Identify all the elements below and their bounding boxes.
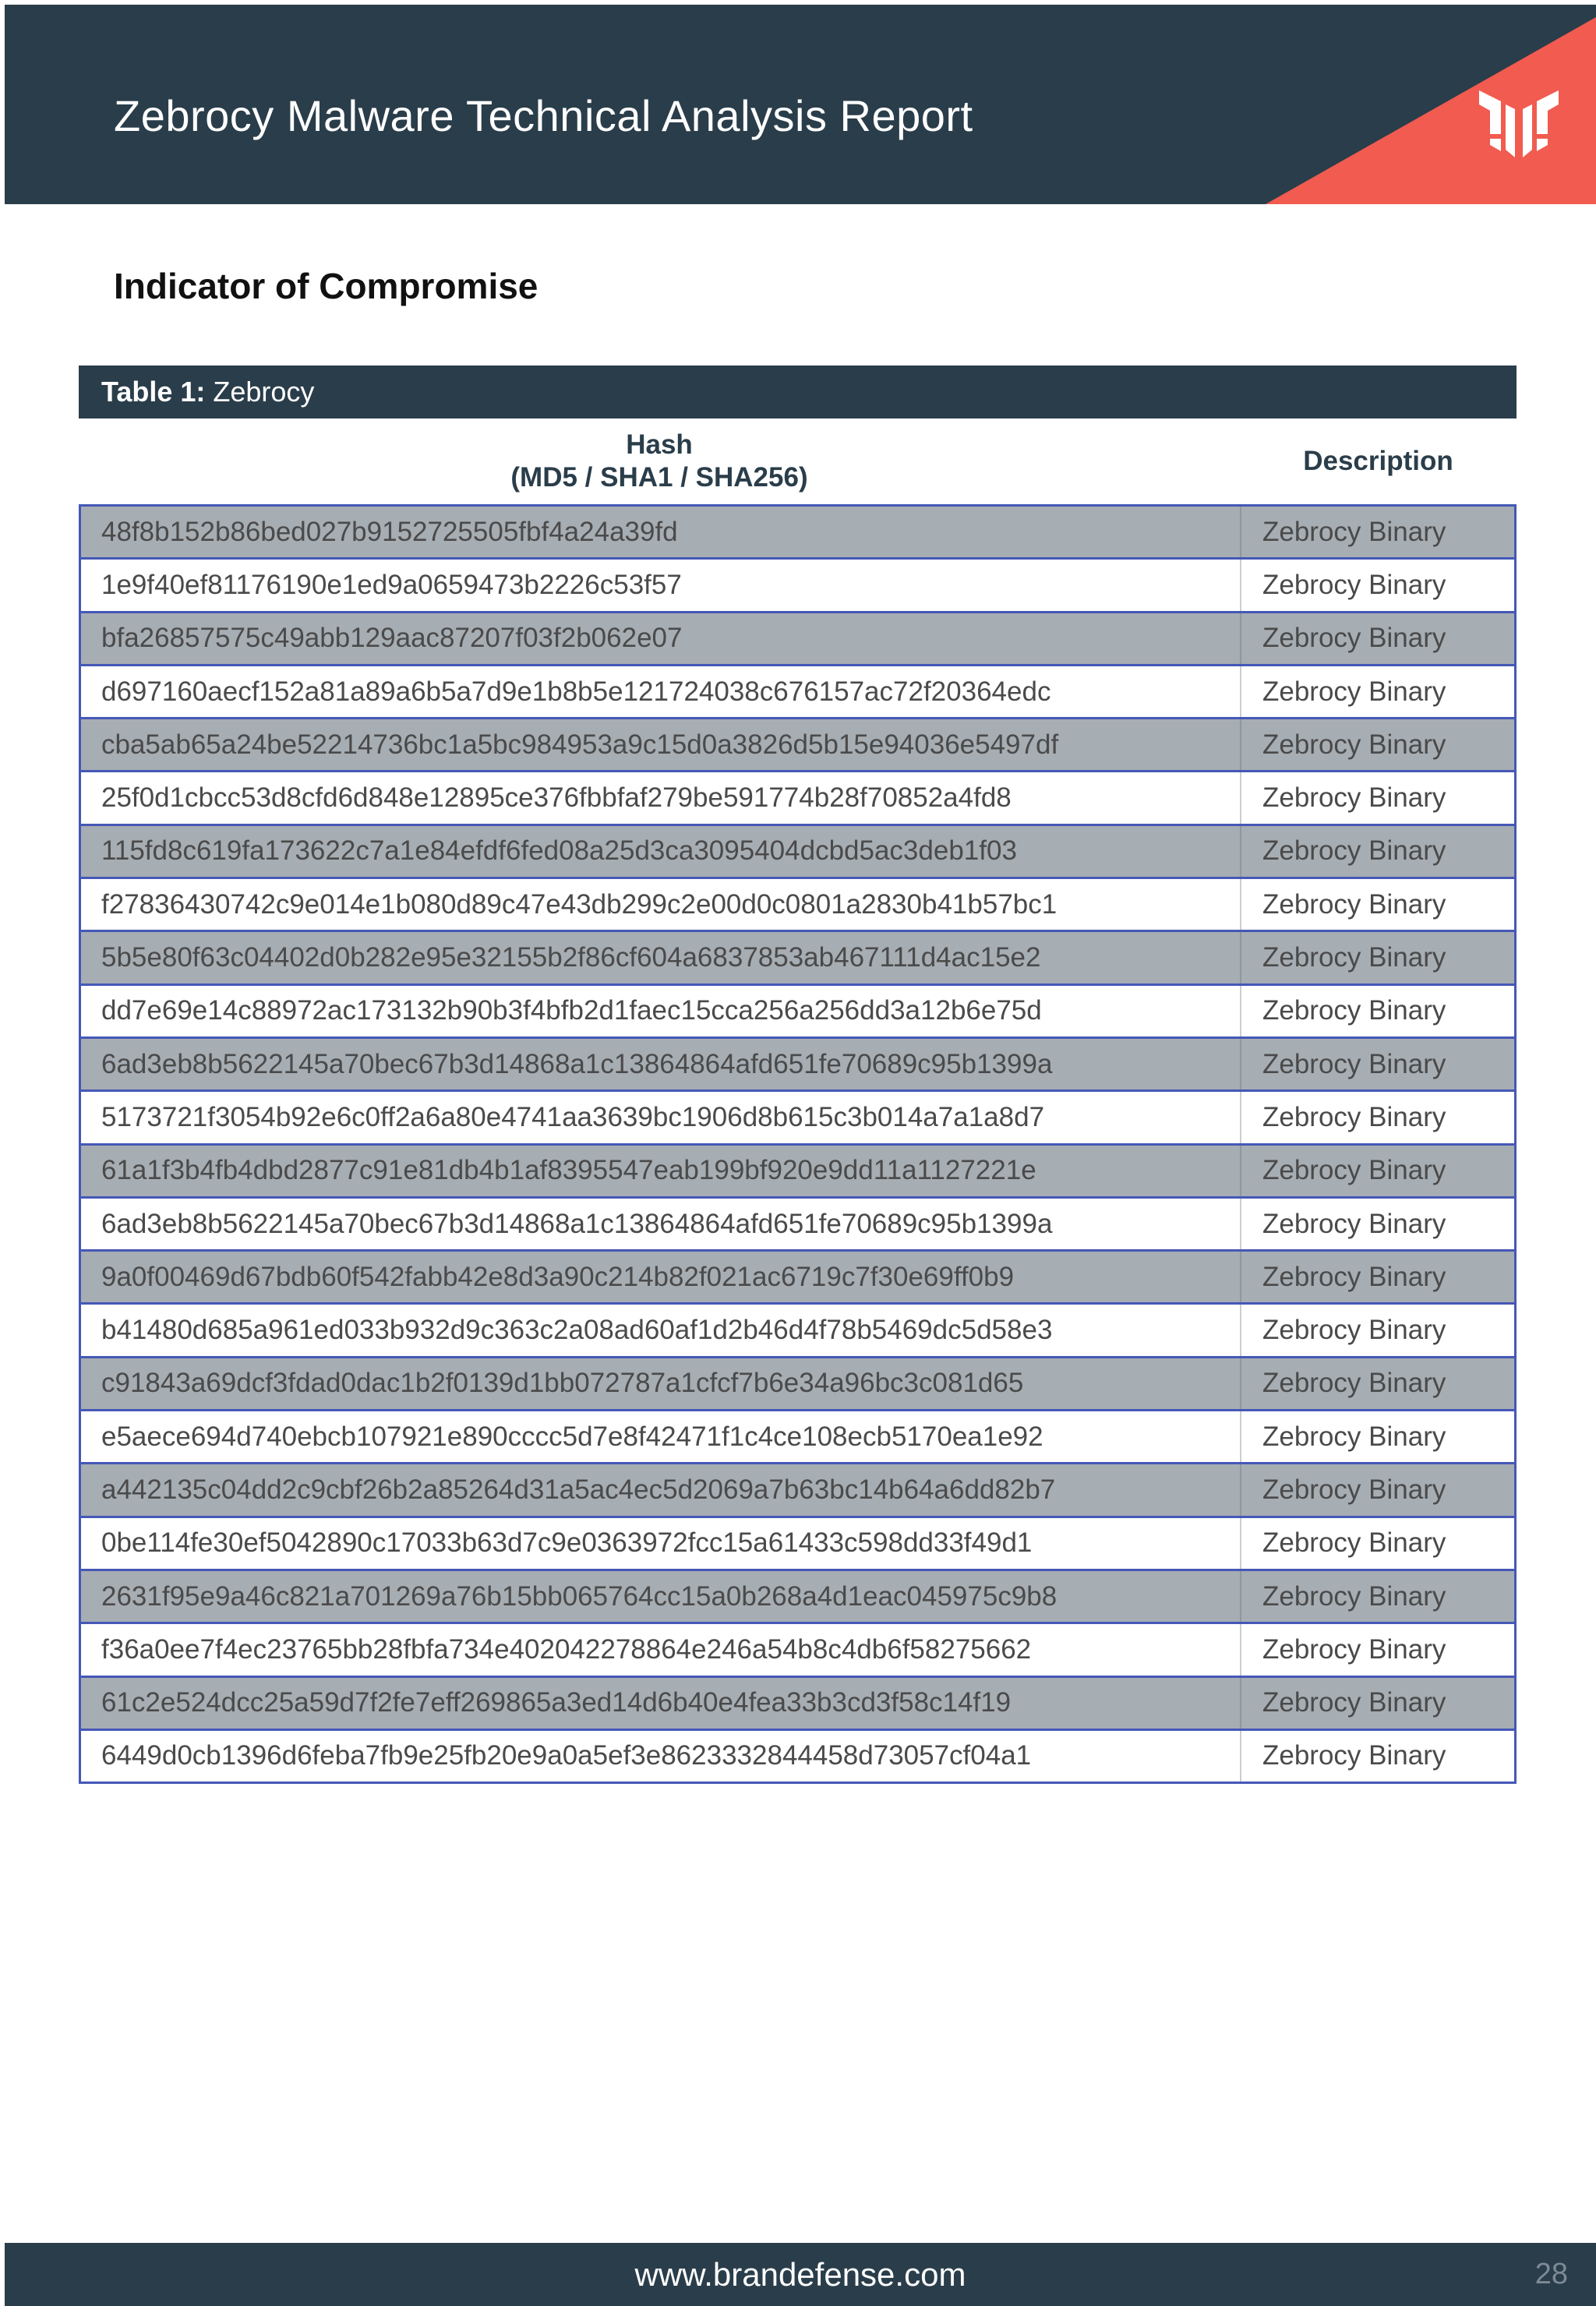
hash-cell: f27836430742c9e014e1b080d89c47e43db299c2e00d0c0801a2830b41b57bc1 [101, 888, 1058, 920]
table-header-row [79, 418, 1517, 504]
description-cell: Zebrocy Binary [1240, 666, 1514, 717]
description-cell: Zebrocy Binary [1240, 1464, 1514, 1515]
table-row [81, 1358, 1514, 1411]
description-cell: Zebrocy Binary [1240, 1411, 1514, 1462]
hash-cell: 9a0f00469d67bdb60f542fabb42e8d3a90c214b82f021ac6719c7f30e69ff0b9 [101, 1261, 1015, 1292]
table-row [81, 1305, 1514, 1358]
description-cell: Zebrocy Binary [1240, 986, 1514, 1036]
hash-cell: 6449d0cb1396d6feba7fb9e25fb20e9a0a5ef3e8623332844458d73057cf04a1 [101, 1740, 1032, 1771]
table-row [81, 932, 1514, 985]
hash-cell: 115fd8c619fa173622c7a1e84efdf6fed08a25d3ca3095404dcbd5ac3deb1f03 [101, 835, 1017, 867]
table-row [81, 1731, 1514, 1784]
description-cell: Zebrocy Binary [1240, 1624, 1514, 1675]
table-row [81, 1571, 1514, 1624]
hash-cell: 5173721f3054b92e6c0ff2a6a80e4741aa3639bc1906d8b615c3b014a7a1a8d7 [101, 1101, 1045, 1132]
table-row [81, 1411, 1514, 1464]
table-row [81, 1464, 1514, 1517]
table-caption-text: Zebrocy [213, 376, 315, 408]
section-title: Indicator of Compromise [114, 266, 538, 306]
table-row [81, 719, 1514, 772]
hash-cell: 6ad3eb8b5622145a70bec67b3d14868a1c13864864afd651fe70689c95b1399a [101, 1048, 1053, 1079]
description-cell: Zebrocy Binary [1240, 1039, 1514, 1089]
description-cell: Zebrocy Binary [1240, 507, 1514, 557]
description-cell: Zebrocy Binary [1240, 826, 1514, 877]
table-row [81, 986, 1514, 1039]
table-row [81, 666, 1514, 719]
footer-url[interactable]: www.brandefense.com [634, 2256, 966, 2293]
hash-cell: a442135c04dd2c9cbf26b2a85264d31a5ac4ec5d2069a7b63bc14b64a6dd82b7 [101, 1474, 1056, 1505]
hash-cell: 6ad3eb8b5622145a70bec67b3d14868a1c13864864afd651fe70689c95b1399a [101, 1208, 1053, 1239]
description-cell: Zebrocy Binary [1240, 772, 1514, 823]
table-row [81, 826, 1514, 879]
column-header-description: Description [1303, 446, 1453, 476]
description-cell: Zebrocy Binary [1240, 560, 1514, 610]
column-header-hash-line1: Hash [626, 429, 693, 460]
description-cell: Zebrocy Binary [1240, 1571, 1514, 1622]
table-caption-label: Table 1: [101, 376, 206, 408]
report-header [5, 5, 1596, 204]
description-cell: Zebrocy Binary [1240, 1518, 1514, 1569]
description-cell: Zebrocy Binary [1240, 879, 1514, 930]
hash-cell: 48f8b152b86bed027b9152725505fbf4a24a39fd [101, 516, 678, 547]
hash-cell: 1e9f40ef81176190e1ed9a0659473b2226c53f57 [101, 569, 682, 600]
description-cell: Zebrocy Binary [1240, 1678, 1514, 1729]
hash-cell: bfa26857575c49abb129aac87207f03f2b062e07 [101, 623, 683, 654]
table-row [81, 507, 1514, 560]
table-row [81, 879, 1514, 932]
table-row [81, 1624, 1514, 1677]
description-cell: Zebrocy Binary [1240, 719, 1514, 770]
table-row [81, 1199, 1514, 1252]
table-row [81, 560, 1514, 613]
page-number: 28 [1534, 2258, 1568, 2290]
table-row [81, 1092, 1514, 1145]
hash-cell: f36a0ee7f4ec23765bb28fbfa734e402042278864e246a54b8c4db6f58275662 [101, 1633, 1032, 1665]
table-caption [79, 365, 1517, 418]
hash-cell: b41480d685a961ed033b932d9c363c2a08ad60af1d2b46d4f78b5469dc5d58e3 [101, 1315, 1053, 1346]
hash-cell: 25f0d1cbcc53d8cfd6d848e12895ce376fbbfaf279be591774b28f70852a4fd8 [101, 782, 1012, 814]
table-row [81, 613, 1514, 666]
report-title: Zebrocy Malware Technical Analysis Report [114, 91, 973, 140]
table-row [81, 1039, 1514, 1092]
description-cell: Zebrocy Binary [1240, 1146, 1514, 1196]
hash-cell: 5b5e80f63c04402d0b282e95e32155b2f86cf604a6837853ab467111d4ac15e2 [101, 942, 1041, 973]
description-cell: Zebrocy Binary [1240, 932, 1514, 983]
description-cell: Zebrocy Binary [1240, 613, 1514, 664]
table-row [81, 1678, 1514, 1731]
table-row [81, 1252, 1514, 1305]
brandefense-logo-icon [1478, 87, 1560, 159]
hash-cell: 61c2e524dcc25a59d7f2fe7eff269865a3ed14d6b40e4fea33b3cd3f58c14f19 [101, 1687, 1012, 1718]
hash-cell: dd7e69e14c88972ac173132b90b3f4bfb2d1faec15cca256a256dd3a12b6e75d [101, 995, 1042, 1026]
hash-cell: 0be114fe30ef5042890c17033b63d7c9e0363972fcc15a61433c598dd33f49d1 [101, 1527, 1033, 1559]
description-cell: Zebrocy Binary [1240, 1358, 1514, 1409]
hash-cell: c91843a69dcf3fdad0dac1b2f0139d1bb072787a1cfcf7b6e34a96bc3c081d65 [101, 1368, 1024, 1399]
description-cell: Zebrocy Binary [1240, 1092, 1514, 1142]
table-row [81, 772, 1514, 825]
hash-cell: e5aece694d740ebcb107921e890cccc5d7e8f42471f1c4ce108ecb5170ea1e92 [101, 1421, 1043, 1452]
description-cell: Zebrocy Binary [1240, 1199, 1514, 1249]
hash-cell: 2631f95e9a46c821a701269a76b15bb065764cc15a0b268a4d1eac045975c9b8 [101, 1580, 1058, 1612]
hash-cell: cba5ab65a24be52214736bc1a5bc984953a9c15d0a3826d5b15e94036e5497df [101, 729, 1059, 760]
description-cell: Zebrocy Binary [1240, 1731, 1514, 1782]
hash-cell: d697160aecf152a81a89a6b5a7d9e1b8b5e121724038c676157ac72f20364edc [101, 676, 1051, 707]
table-body [79, 504, 1517, 1784]
table-row [81, 1146, 1514, 1199]
ioc-table [79, 365, 1517, 1784]
description-cell: Zebrocy Binary [1240, 1305, 1514, 1355]
column-header-hash-line2: (MD5 / SHA1 / SHA256) [510, 462, 808, 493]
description-cell: Zebrocy Binary [1240, 1252, 1514, 1302]
column-header-hash [79, 418, 1240, 504]
hash-cell: 61a1f3b4fb4dbd2877c91e81db4b1af8395547eab199bf920e9dd11a1127221e [101, 1155, 1036, 1186]
report-footer [5, 2243, 1596, 2306]
table-row [81, 1518, 1514, 1571]
